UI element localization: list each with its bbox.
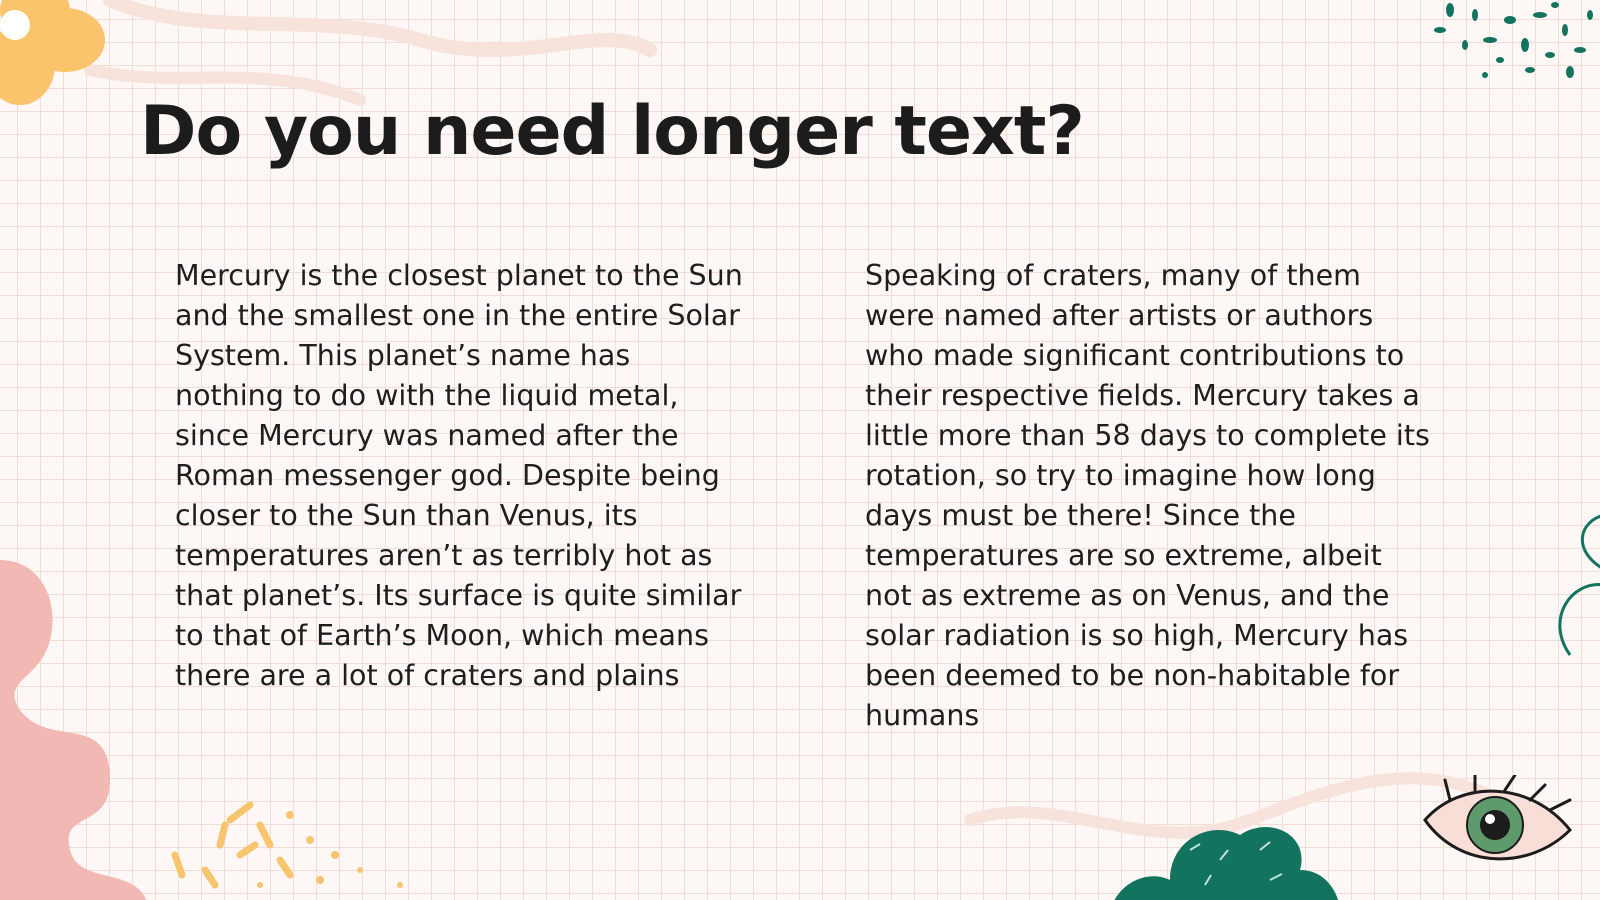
- slide-title: Do you need longer text?: [140, 92, 1084, 171]
- left-text-column: Mercury is the closest planet to the Sun and the smallest one in the entire Solar System. This planet’s name has nothing to do with the liquid metal, since Mercury was named after the Roman messenger god. Despite being closer to the Sun than Venus, its temperatures aren’t as terribly hot as that planet’s. Its surface is quite similar to that of Earth’s Moon, which means there are a lot of craters and plains: [175, 259, 743, 692]
- yellow-sprinkles-icon: [160, 800, 420, 900]
- right-text-column: Speaking of craters, many of them were named after artists or authors who made significant contributions to their respective fields. Mercury takes a little more than 58 days to complete its rotation, so try to imagine how long days must be there! Since the temperatures are so extreme, albeit not as extreme as on Venus, and the solar radiation is so high, Mercury has been deemed to be non-habitable for humans: [865, 259, 1430, 732]
- eye-icon: [1420, 775, 1580, 885]
- dots-cluster-icon: [1430, 0, 1600, 90]
- flower-icon: [0, 0, 110, 105]
- teal-curl-icon: [1530, 510, 1600, 660]
- teal-bush-icon: [1110, 810, 1340, 900]
- pink-blob-icon: [0, 560, 170, 900]
